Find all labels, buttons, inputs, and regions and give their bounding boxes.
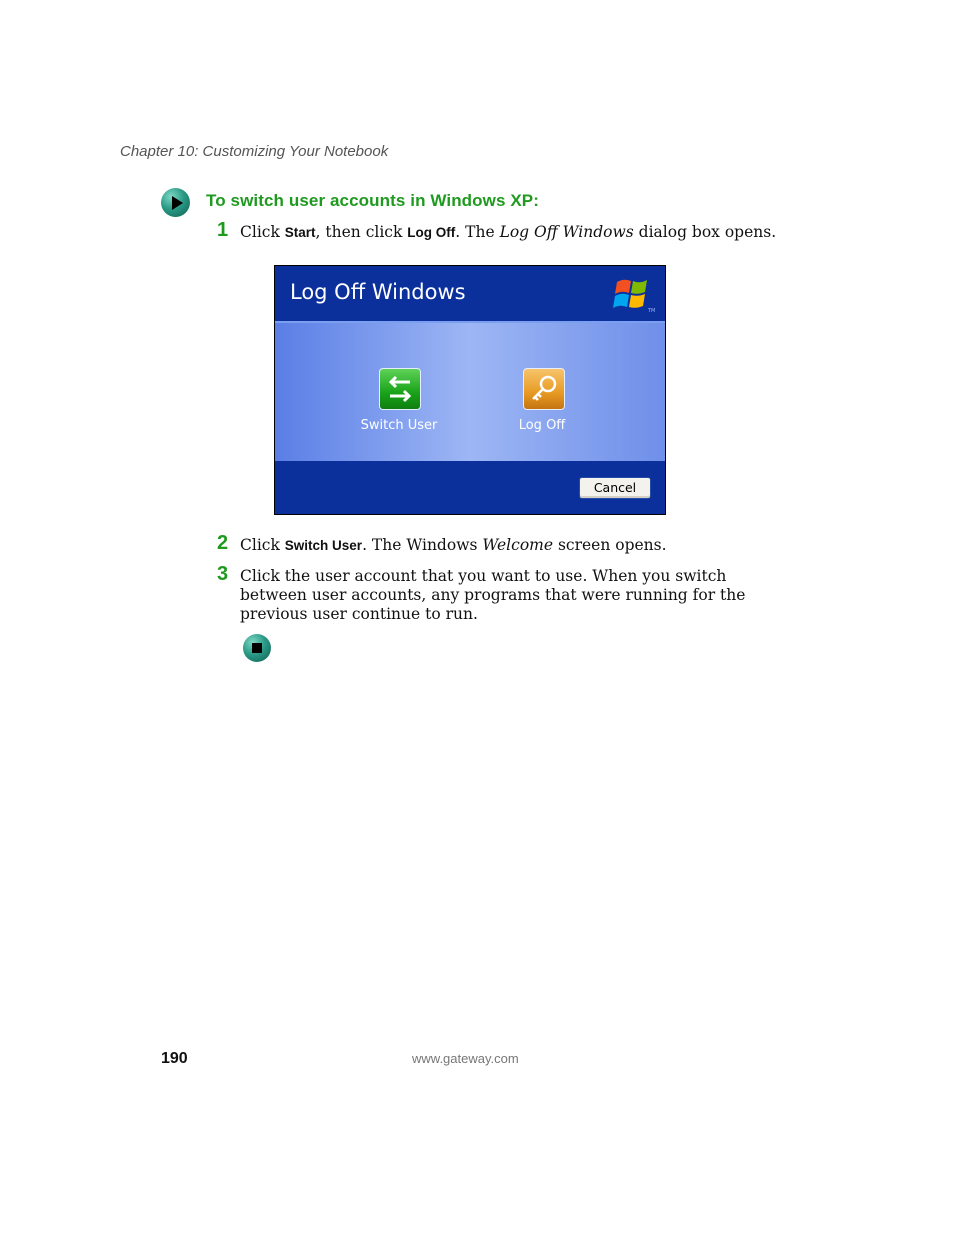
switch-user-button[interactable]: Switch User: [360, 418, 438, 433]
dialog-title-bar: [275, 266, 665, 321]
footer-url: www.gateway.com: [412, 1051, 519, 1066]
trademark-mark: TM: [648, 308, 656, 314]
step-number: 1: [217, 219, 229, 241]
step-3-text: Click the user account that you want to use. When you switch between user accounts, any programs that were running for the previous user continue to run.: [240, 567, 746, 623]
procedure-heading: To switch user accounts in Windows XP:: [206, 191, 539, 210]
log-off-button[interactable]: Log Off: [518, 418, 566, 433]
step-2-text: Click Switch User. The Windows Welcome screen opens.: [240, 536, 667, 554]
log-off-windows-dialog: [274, 265, 666, 515]
dialog-footer: [275, 461, 665, 514]
switch-user-icon[interactable]: [379, 368, 421, 410]
cancel-button[interactable]: Cancel: [579, 477, 651, 499]
stop-square-icon: [243, 634, 271, 662]
step-number: 3: [217, 563, 229, 585]
step-1-text: Click Start, then click Log Off. The Log Off Windows dialog box opens.: [240, 223, 777, 241]
key-icon[interactable]: [523, 368, 565, 410]
chapter-header: Chapter 10: Customizing Your Notebook: [120, 143, 389, 160]
dialog-body: [275, 321, 665, 463]
play-triangle-icon: [161, 188, 190, 217]
page-number: 190: [161, 1050, 188, 1067]
dialog-title: Log Off Windows: [290, 280, 466, 304]
step-number: 2: [217, 532, 229, 554]
